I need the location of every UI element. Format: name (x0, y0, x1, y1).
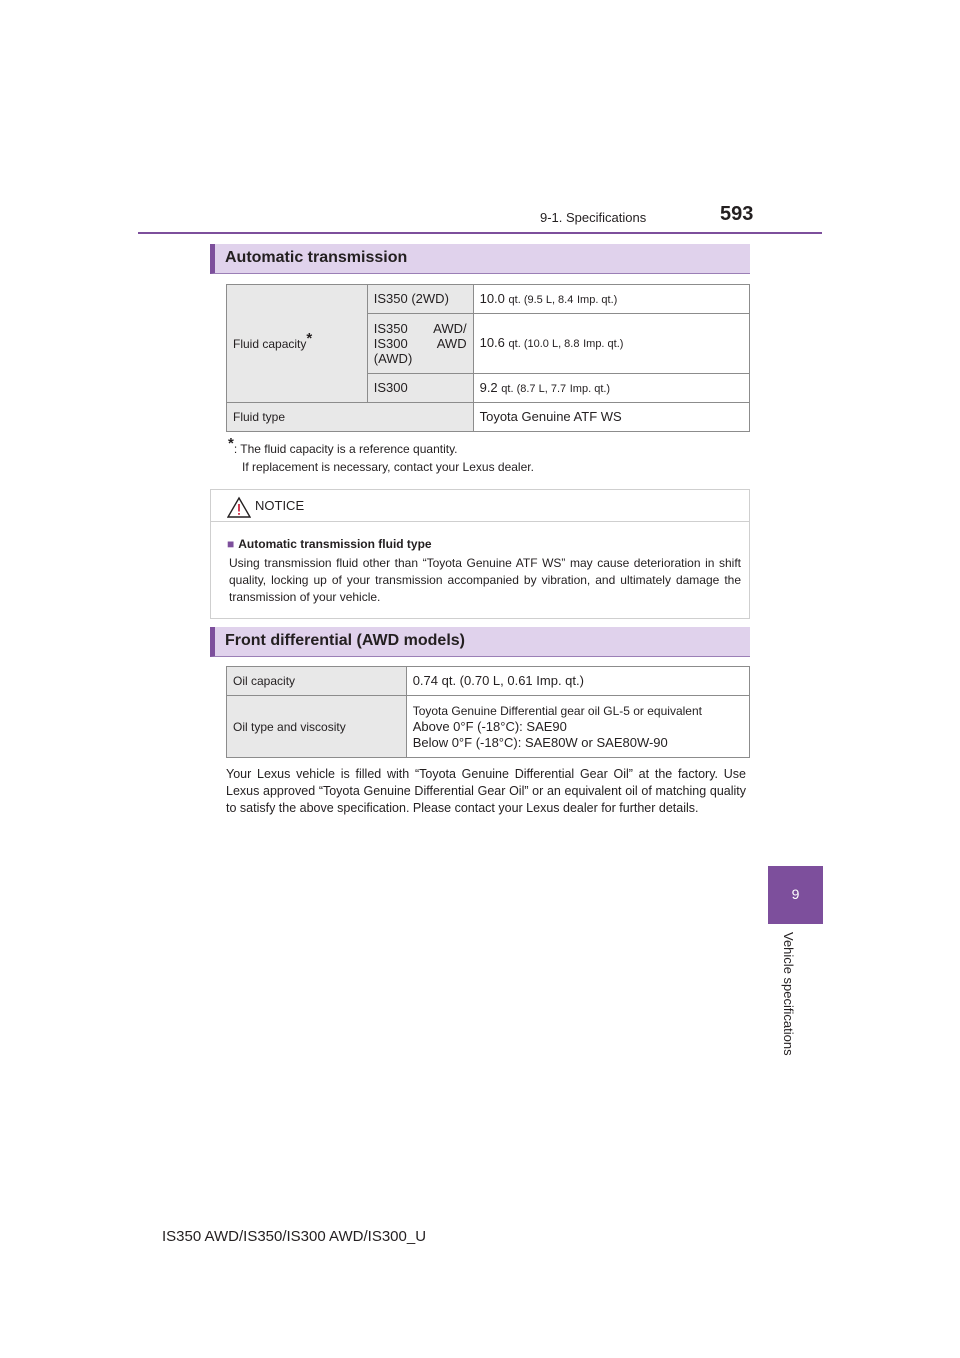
chapter-number: 9 (791, 886, 800, 902)
warning-triangle-icon (227, 496, 251, 518)
oil-type-value (406, 696, 749, 758)
capacity-value: 10.6 qt. (10.0 L, 8.8 Imp. qt.) (473, 314, 749, 374)
notice-body: Using transmission fluid other than “Toyota Genuine ATF WS” may cause deterioration in shift quality, locking up of your transmission accompanied by vibration, and ultimately damage the transmission of your vehicle. (229, 556, 741, 604)
capacity-value: 9.2 qt. (8.7 L, 7.7 Imp. qt.) (473, 374, 749, 403)
oil-capacity-value: 0.74 qt. (0.70 L, 0.61 Imp. qt.) (406, 667, 749, 696)
model-cell: IS350 AWD/ IS300 AWD (AWD) (367, 314, 473, 374)
footnote (228, 435, 534, 476)
table-row (227, 696, 750, 758)
model-cell: IS300 (367, 374, 473, 403)
table-row (227, 667, 750, 696)
table-row (227, 403, 750, 432)
chapter-label: Vehicle specifications (781, 932, 796, 1056)
oil-type-line-1: Toyota Genuine Differential gear oil GL-5 or equivalent (412, 703, 702, 718)
fluid-type-label: Fluid type (227, 403, 474, 432)
fluid-capacity-label: Fluid capacity* (227, 285, 368, 403)
footnote-line-2: If replacement is necessary, contact your Lexus dealer. (242, 460, 534, 474)
square-bullet-icon: ■ (227, 537, 235, 551)
footnote-mark: * (228, 435, 234, 452)
model-cell: IS350 (2WD) (367, 285, 473, 314)
chapter-tab (768, 866, 823, 924)
footer-model-code: IS350 AWD/IS350/IS300 AWD/IS300_U (162, 1228, 427, 1245)
oil-type-line-3: Below 0°F (-18°C): SAE80W or SAE80W-90 (412, 734, 668, 750)
table-row (227, 285, 750, 314)
page-number: 593 (720, 203, 754, 225)
oil-type-label: Oil type and viscosity (227, 696, 407, 758)
automatic-transmission-table (226, 284, 750, 432)
oil-capacity-label: Oil capacity (227, 667, 407, 696)
notice-box (210, 489, 750, 619)
differential-paragraph: Your Lexus vehicle is filled with “Toyota Genuine Differential Gear Oil” at the factory. Use Lexus approved “Toyota Genuine Differential Gear Oil” or an equivalent oil of matching quality to satisfy the above specification. Please contact your Lexus dealer for further details. (226, 767, 746, 815)
notice-subheading: ■ Automatic transmission fluid type (227, 537, 432, 551)
automatic-transmission-heading: Automatic transmission (210, 244, 750, 274)
front-differential-heading: Front differential (AWD models) (210, 627, 750, 657)
footnote-line-1: : The fluid capacity is a reference quantity. (233, 442, 458, 456)
fluid-type-value: Toyota Genuine ATF WS (473, 403, 749, 432)
notice-title: NOTICE (255, 498, 305, 513)
header-rule (138, 232, 822, 234)
capacity-value: 10.0 qt. (9.5 L, 8.4 Imp. qt.) (473, 285, 749, 314)
front-differential-table (226, 666, 750, 758)
oil-type-line-2: Above 0°F (-18°C): SAE90 (412, 718, 567, 734)
notice-header (211, 490, 749, 522)
section-title: 9-1. Specifications (540, 210, 647, 225)
